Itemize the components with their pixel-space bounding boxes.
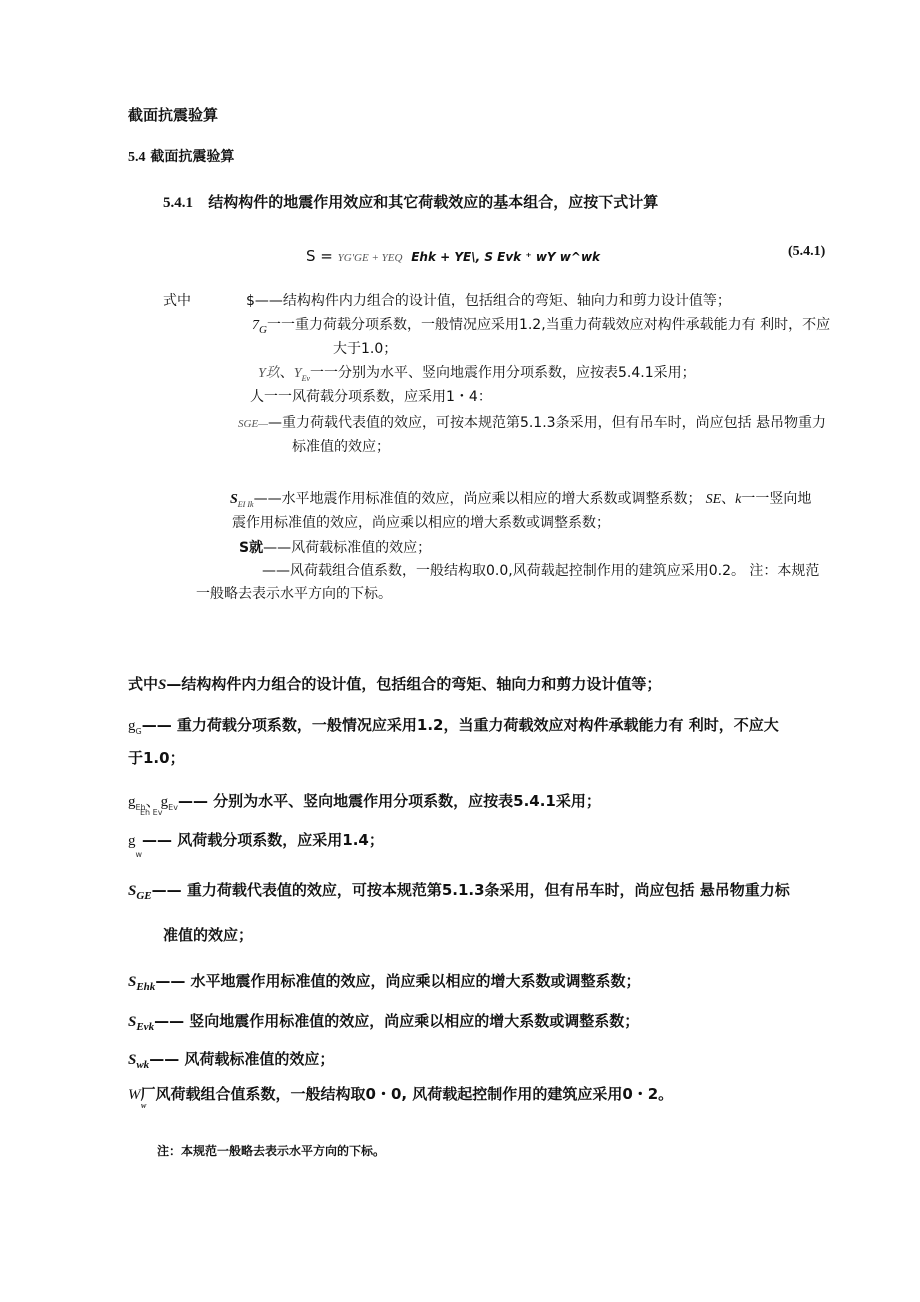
b2-e-sym1: g [128, 794, 136, 810]
b1-swk-text: ——风荷载标准值的效应； [263, 540, 432, 556]
section-title: 截面抗震验算 [150, 149, 235, 165]
b1-sevk-k: k [735, 492, 742, 507]
b2-g-cont: 于1.0； [128, 749, 185, 767]
b1-sevk-cont: 震作用标准值的效应，尚应乘以相应的增大系数或调整系数； [232, 515, 610, 531]
b1-swk-sym: S就 [239, 540, 264, 556]
b1-s-text: ——结构构件内力组合的设计值，包括组合的弯矩、轴向力和剪力设计值等； [254, 293, 731, 309]
b1-e-sym2: Y [293, 366, 302, 381]
b1-e-sub: Ev [301, 373, 311, 383]
b1-w-text: 一一风荷载分项系数，应采用1・4： [264, 389, 492, 405]
b1-sehk-text: ——水平地震作用标准值的效应，尚应乘以相应的增大系数或调整系数； [253, 491, 702, 507]
b2-e-sub1: Eh [135, 803, 146, 812]
b1-swk-line [239, 537, 431, 557]
b1-g-line [252, 314, 830, 336]
b1-e-sym1: Y玖 [258, 366, 280, 381]
b2-w-line [128, 829, 384, 859]
b2-swk-text: —— 风荷载标准值的效应； [149, 1050, 335, 1068]
b2-s-text: —结构构件内力组合的设计值，包括组合的弯矩、轴向力和剪力设计值等； [166, 675, 662, 693]
b2-sevk-line [128, 1010, 639, 1033]
b2-w-text: —— 风荷载分项系数，应采用1.4； [142, 831, 384, 849]
b2-e-sep: 、 [145, 792, 161, 810]
b1-w-sym: 人 [250, 389, 264, 405]
formula [306, 247, 600, 265]
clause-heading [163, 191, 658, 212]
b2-w-sym: g [128, 833, 136, 849]
b1-e-sep: 、 [279, 365, 294, 381]
b2-sge-sub: GE [136, 890, 152, 902]
b1-g-sub: G [259, 323, 267, 336]
b1-sge-line [238, 412, 826, 432]
b2-sge-text: —— 重力荷载代表值的效应，可按本规范第5.1.3条采用，但有吊车时，尚应包括 悬吊物重力标 [151, 881, 790, 899]
b1-g-text: 一一重力荷载分项系数，一般情况应采用1.2,当重力荷载效应对构件承载能力有 利时，不应 [266, 317, 831, 333]
b2-swk-sym: S [128, 1052, 137, 1068]
clause-text: 结构构件的地震作用效应和其它荷载效应的基本组合，应按下式计算 [208, 193, 659, 211]
section-heading [128, 146, 234, 166]
b2-psi-bar: 厂 [140, 1085, 156, 1103]
b1-s-sym: $ [246, 293, 255, 309]
b2-w-sub: w [135, 850, 143, 859]
clause-number: 5.4.1 [163, 195, 193, 211]
b2-s-line [128, 673, 661, 694]
b2-s-sym: S [158, 677, 167, 693]
b2-e-line [128, 790, 601, 812]
b1-w-line [250, 386, 492, 406]
b1-sge-cont: 标准值的效应； [292, 439, 390, 455]
b2-e-sub2: Ev [168, 803, 178, 812]
b2-sge-cont: 准值的效应； [163, 926, 254, 944]
b1-psi-line: ——风荷载组合值系数，一般结构取0.0,风荷载起控制作用的建筑应采用0.2。 注：本规范 [262, 563, 820, 579]
doc-title: 截面抗震验算 [128, 106, 219, 124]
b2-sehk-line [128, 970, 641, 993]
b2-sge-sym: S [128, 883, 137, 899]
section-number: 5.4 [128, 150, 146, 165]
b2-s-prefix: 式中 [128, 675, 159, 693]
b1-sge-sym: SGE— [238, 418, 268, 430]
b1-g-cont: 大于1.0； [333, 341, 398, 357]
b2-note: 注：本规范一般略去表示水平方向的下标。 [157, 1144, 386, 1158]
b2-e-sym2: g [160, 794, 169, 810]
b2-g-sub: G [135, 727, 142, 736]
b1-sehk-sub: EI Ik [237, 499, 254, 509]
b2-g-line [128, 714, 779, 736]
b2-sehk-text: —— 水平地震作用标准值的效应，尚应乘以相应的增大系数或调整系数； [155, 972, 641, 990]
b1-psi-cont: 一般略去表示水平方向的下标。 [196, 586, 392, 602]
b2-psi-sym: W [128, 1087, 141, 1103]
b2-g-text: —— 重力荷载分项系数，一般情况应采用1.2，当重力荷载效应对构件承载能力有 利时，不应大 [141, 716, 779, 734]
b2-e-text: —— 分别为水平、竖向地震作用分项系数，应按表5.4.1采用； [177, 792, 601, 810]
b1-sehk-sym: S [230, 492, 238, 507]
b1-e-line [258, 362, 696, 383]
b1-sevk-sym: SE [705, 492, 722, 507]
b2-sehk-sub: Ehk [136, 981, 156, 993]
b2-psi-sub: w [141, 1101, 147, 1110]
b1-sge-text: —重力荷载代表值的效应，可按本规范第5.1.3条采用，但有吊车时，尚应包括 悬吊物重力 [267, 415, 827, 431]
b1-sehk-line [230, 488, 811, 509]
b2-sge-line [128, 879, 790, 902]
b2-sevk-text: —— 竖向地震作用标准值的效应，尚应乘以相应的增大系数或调整系数； [154, 1012, 640, 1030]
formula-part1: YG'GE + YEQ [337, 252, 403, 264]
b2-psi-line [128, 1083, 673, 1104]
b2-sehk-sym: S [128, 974, 137, 990]
b1-e-text: 一一分别为水平、竖向地震作用分项系数，应按表5.4.1采用； [310, 365, 696, 381]
b2-sevk-sub: Evk [136, 1021, 155, 1033]
b2-e-under: Eh Ev [140, 808, 163, 817]
b1-sevk-mid: 、 [721, 491, 736, 507]
b1-label: 式中 [163, 293, 191, 309]
b1-sevk-text: 一一竖向地 [741, 491, 812, 507]
b2-psi-text: 风荷载组合值系数，一般结构取0・0, 风荷载起控制作用的建筑应采用0・2。 [155, 1085, 674, 1103]
b2-swk-line [128, 1048, 334, 1071]
formula-part2: Ehk + YE\, S Evk ⁺ wY w^wk [411, 250, 601, 264]
b2-swk-sub: wk [136, 1059, 150, 1071]
b1-g-sym: 7 [252, 318, 259, 333]
b2-g-sym: g [128, 718, 136, 734]
b2-sevk-sym: S [128, 1014, 137, 1030]
formula-lhs: S = [306, 247, 333, 265]
b1-s-line [246, 290, 731, 310]
formula-number: (5.4.1) [788, 244, 826, 259]
